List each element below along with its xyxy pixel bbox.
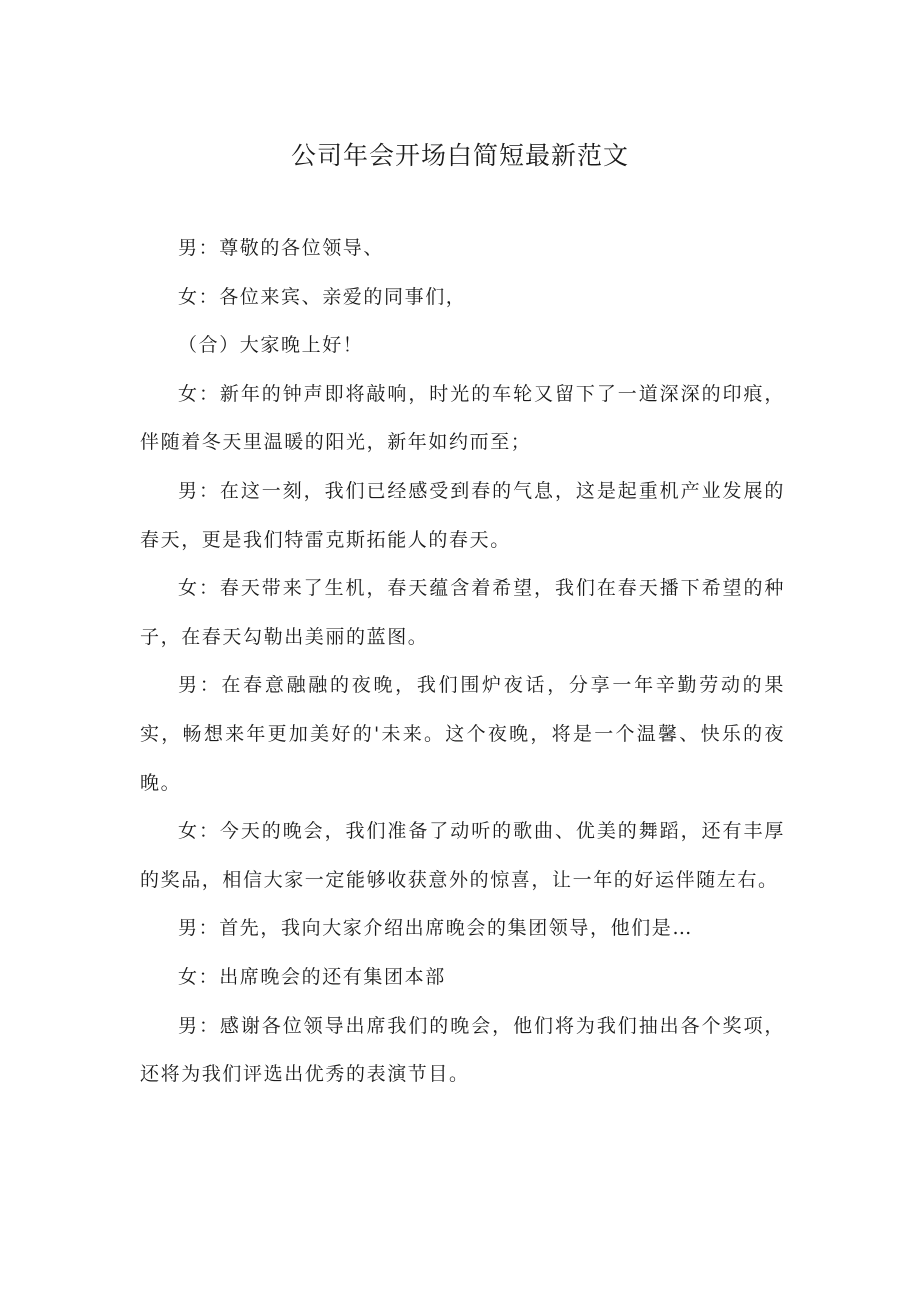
paragraph: 男：尊敬的各位领导、: [178, 237, 385, 259]
paragraph: 男：在春意融融的夜晚，我们围炉夜话，分享一年辛勤劳动的果实，畅想来年更加美好的'未来。这个夜晚，将是一个温馨、快乐的夜晚。: [140, 674, 785, 794]
paragraph: 女：今天的晚会，我们准备了动听的歌曲、优美的舞蹈，还有丰厚的奖品，相信大家一定能够收获意外的惊喜，让一年的好运伴随左右。: [140, 820, 785, 891]
paragraph: 女：春天带来了生机，春天蕴含着希望，我们在春天播下希望的种子，在春天勾勒出美丽的蓝图。: [140, 577, 785, 648]
paragraph: （合）大家晚上好！: [178, 334, 364, 357]
paragraph: 男：首先，我向大家介绍出席晚会的集团领导，他们是…: [178, 917, 694, 940]
document-body: [140, 224, 785, 1099]
paragraph: 女：各位来宾、亲爱的同事们，: [178, 285, 467, 308]
paragraph: 女：出席晚会的还有集团本部: [178, 965, 446, 988]
document-title: 公司年会开场白简短最新范文: [290, 141, 629, 170]
paragraph: 女：新年的钟声即将敲响，时光的车轮又留下了一道深深的印痕，伴随着冬天里温暖的阳光，新年如约而至；: [140, 382, 785, 454]
paragraph: 男：感谢各位领导出席我们的晚会，他们将为我们抽出各个奖项，还将为我们评选出优秀的表演节目。: [140, 1014, 785, 1086]
paragraph: 男：在这一刻，我们已经感受到春的气息，这是起重机产业发展的春天，更是我们特雷克斯拓能人的春天。: [140, 479, 785, 551]
